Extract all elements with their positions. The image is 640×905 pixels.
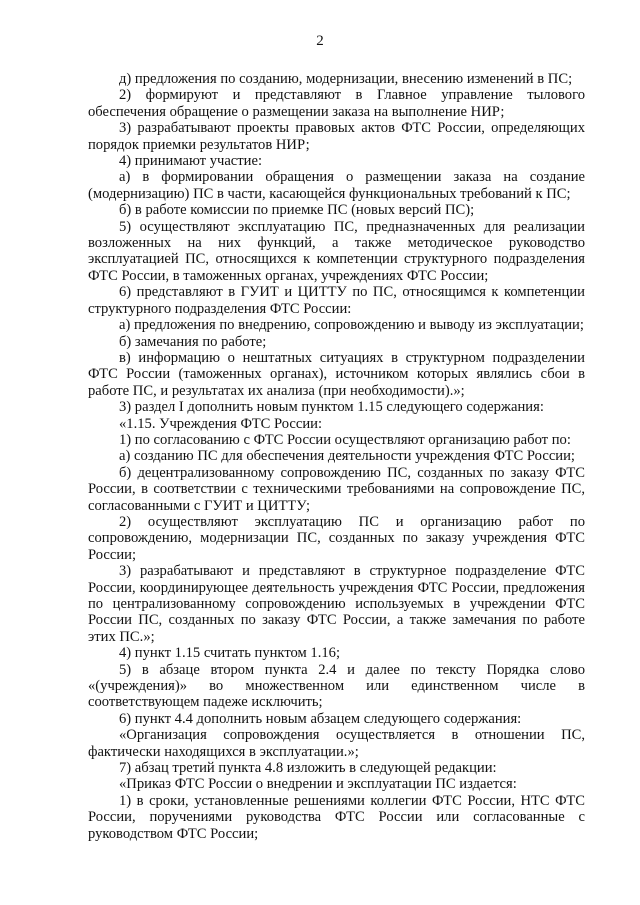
paragraph: 1) по согласованию с ФТС России осуществляют организацию работ по: (119, 431, 571, 448)
paragraph: в) информацию о нештатных ситуациях в структурном подразделении ФТС России (таможенных органах), источником которых являлись сбои в работе ПС, и результатах их анализа (при необходимости).»; (88, 349, 585, 399)
paragraph: б) замечания по работе; (119, 333, 267, 350)
paragraph: 4) принимают участие: (119, 153, 263, 170)
paragraph: а) в формировании обращения о размещении заказа на создание (модернизацию) ПС в части, касающейся функциональных требований к ПС; (88, 169, 585, 202)
paragraph: «1.15. Учреждения ФТС России: (119, 415, 323, 432)
paragraph: «Организация сопровождения осуществляется в отношении ПС, фактически находящихся в эксплуатации.»; (88, 727, 585, 760)
paragraph: б) децентрализованному сопровождению ПС, созданных по заказу ФТС России, в соответствии с техническими требованиями на сопровождение ПС, согласованными с ГУИТ и ЦИТТУ; (88, 464, 585, 514)
paragraph: 7) абзац третий пункта 4.8 изложить в следующей редакции: (119, 760, 497, 777)
paragraph: 2) осуществляют эксплуатацию ПС и организацию работ по сопровождению, модернизации ПС, созданных по заказу учреждения ФТС России; (88, 513, 585, 563)
paragraph: 4) пункт 1.15 считать пунктом 1.16; (119, 645, 341, 662)
paragraph: а) предложения по внедрению, сопровождению и выводу из эксплуатации; (119, 317, 584, 334)
paragraph: 3) раздел I дополнить новым пунктом 1.15 следующего содержания: (119, 399, 544, 416)
document-body (88, 71, 585, 842)
paragraph: 5) осуществляют эксплуатацию ПС, предназначенных для реализации возложенных на них функций, а также методическое руководство эксплуатацией ПС, относящихся к компетенции структурного подразделения ФТС России, в таможенных органах, учреждениях ФТС России; (88, 218, 585, 284)
paragraph: 6) пункт 4.4 дополнить новым абзацем следующего содержания: (119, 710, 522, 727)
page-number: 2 (316, 33, 324, 49)
paragraph: 1) в сроки, установленные решениями коллегии ФТС России, НТС ФТС России, поручениями руководства ФТС России или согласованные с руководством ФТС России; (88, 792, 585, 842)
paragraph: «Приказ ФТС России о внедрении и эксплуатации ПС издается: (119, 776, 517, 793)
paragraph: 3) разрабатывают и представляют в структурное подразделение ФТС России, координирующее деятельность учреждения ФТС России, предложения по централизованному сопровождению используемых в учреждении ФТС России ПС, созданных по заказу ФТС России, а также замечания по работе этих ПС.»; (88, 563, 585, 645)
paragraph: 2) формируют и представляют в Главное управление тылового обеспечения обращение о размещении заказа на выполнение НИР; (88, 87, 585, 120)
paragraph: 6) представляют в ГУИТ и ЦИТТУ по ПС, относящимся к компетенции структурного подразделения ФТС России: (88, 284, 585, 317)
paragraph: б) в работе комиссии по приемке ПС (новых версий ПС); (119, 202, 475, 219)
paragraph: д) предложения по созданию, модернизации, внесению изменений в ПС; (119, 71, 573, 87)
paragraph: 5) в абзаце втором пункта 2.4 и далее по тексту Порядка слово «(учреждения)» во множественном или единственном числе в соответствующем падеже исключить; (88, 661, 585, 711)
paragraph: 3) разрабатывают проекты правовых актов ФТС России, определяющих порядок приемки результатов НИР; (88, 120, 585, 153)
paragraph: а) созданию ПС для обеспечения деятельности учреждения ФТС России; (119, 448, 575, 465)
